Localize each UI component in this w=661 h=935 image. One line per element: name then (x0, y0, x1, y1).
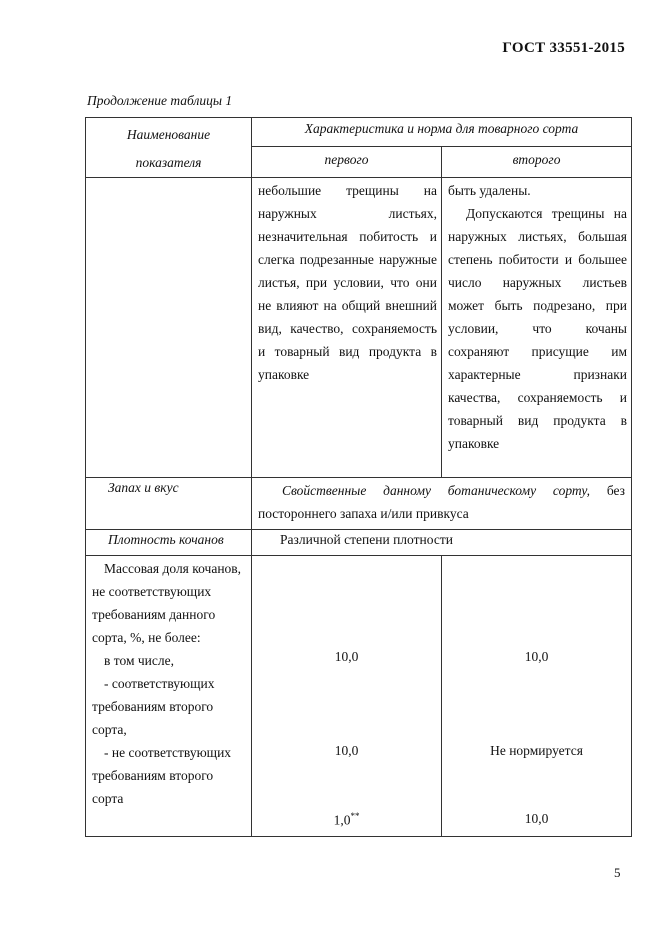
smell-taste-value-italic: Свойственные данному ботаническому сорту, (282, 483, 591, 498)
mass-sub1-second: Не нормируется (490, 743, 583, 758)
mass-sub2-second: 10,0 (524, 811, 549, 826)
appearance-second-grade (442, 178, 632, 478)
mass-sub2-first: 1,0** (333, 811, 360, 828)
mass-fraction-label-sub1: - соответствующих требованиям второго сорта, (92, 676, 215, 737)
header-second-grade: второго (442, 146, 632, 177)
density-value: Различной степени плотности (252, 530, 632, 556)
table-caption: Продолжение таблицы 1 (87, 93, 233, 108)
mass-sub1-first: 10,0 (334, 743, 359, 758)
mass-fraction-first-grade (252, 556, 442, 837)
smell-taste-value-rest: без постороннего запаха и/или привкуса (258, 483, 626, 521)
header-first-grade: первого (252, 146, 442, 177)
appearance-second-paragraph: Допускаются трещины на наружных листьях, большая степень побитости и большее число наружных листьев может быть подрезано, при условии, что кочаны сохраняют присущие им характерные признаки качества, сохраняемость и товарный вид продукта в упаковке (448, 206, 628, 451)
page-number: 5 (614, 865, 621, 880)
smell-taste-label-cell: Запах и вкус (86, 478, 252, 530)
mass-fraction-label-incl: в том числе, (104, 653, 174, 668)
mass-fraction-label-main: Массовая доля кочанов, не соответствующих требованиям данного сорта, %, не более: (92, 561, 242, 645)
mass-total-first: 10,0 (334, 649, 359, 664)
appearance-label-cell (86, 178, 252, 478)
header-characteristic-group: Характеристика и норма для товарного сорта (252, 118, 632, 147)
mass-fraction-label-sub2: - не соответствующих требованиям второго сорта (92, 745, 232, 806)
characteristics-table (85, 117, 632, 837)
mass-fraction-label-cell (86, 556, 252, 837)
density-label-cell: Плотность кочанов (86, 530, 252, 556)
mass-total-second: 10,0 (524, 649, 549, 664)
mass-fraction-second-grade (442, 556, 632, 837)
standard-designation: ГОСТ 33551-2015 (502, 40, 625, 56)
header-indicator-name: Наименование показателя (86, 118, 252, 178)
smell-taste-value (252, 478, 632, 530)
footnote-mark: ** (350, 811, 360, 821)
appearance-first-grade: небольшие трещины на наружных листьях, незначительная побитость и слегка подрезанные наружные листья, при условии, что они не влияют на общий внешний вид, качество, сохраняемость и товарный вид продукта в упаковке (252, 178, 442, 478)
appearance-second-line1: быть удалены. (448, 183, 531, 198)
